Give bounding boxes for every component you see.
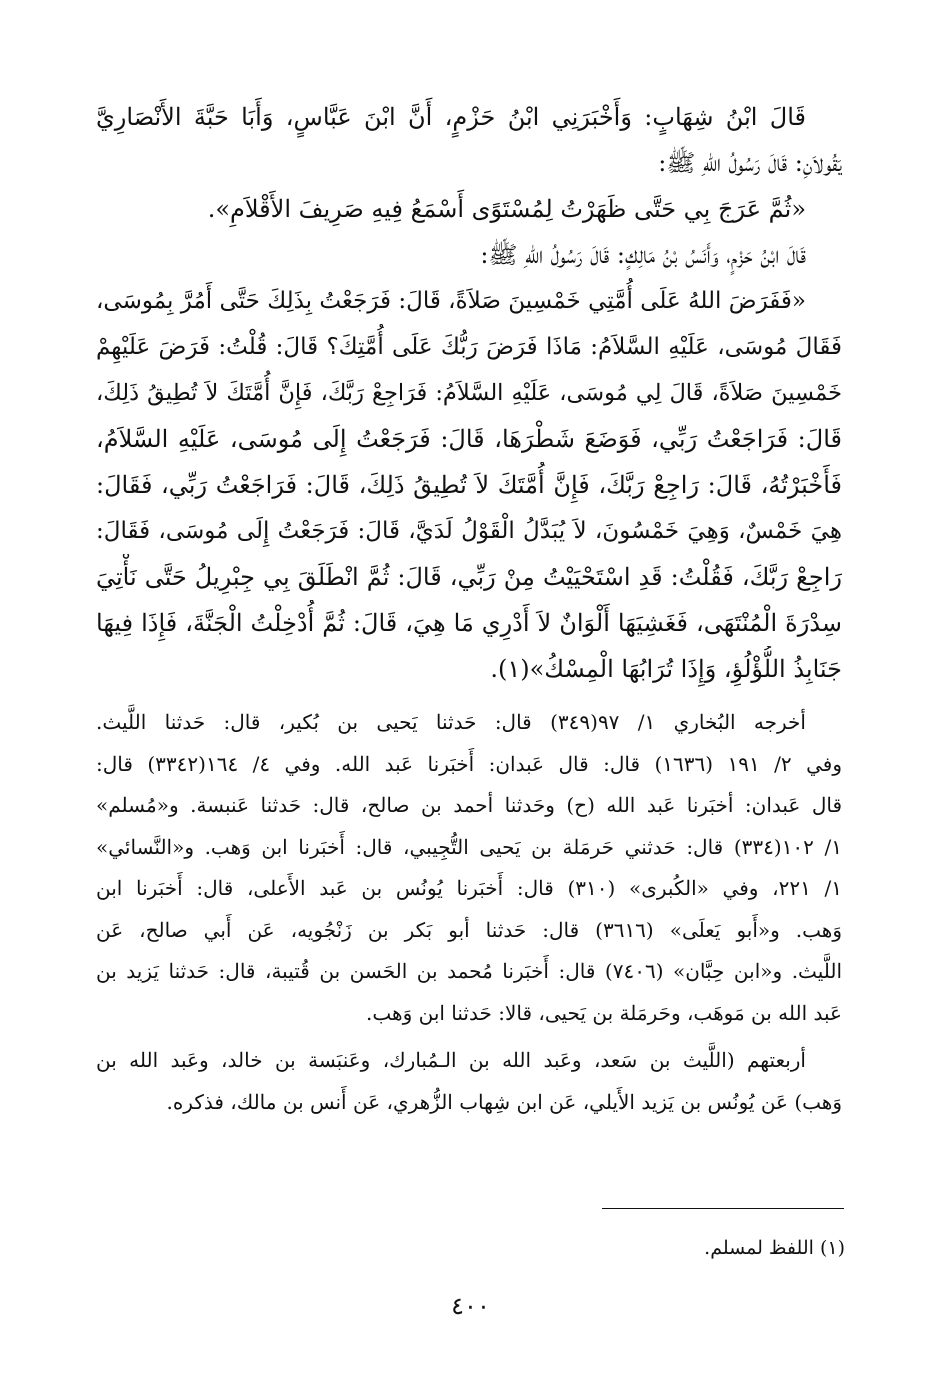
hadith-line: سِدْرَةَ الْمُنْتَهَى، فَغَشِيَهَا أَلْوَانٌ لاَ أَدْرِي مَا هِيَ، قَالَ: ثُمَّ أُدْخِلْتُ الْجَنَّةَ، فَإِذَا فِيهَا xyxy=(96,609,842,637)
takhrij-line: قال عَبدان: أخبَرنا عَبد الله (ح) وحَدثنا أحمد بن صالح، قال: حَدثنا عَنبسة. و«مُسلم» xyxy=(96,793,842,817)
takhrij-line: وَهب. و«أَبو يَعلَى» (٣٦١٦) قال: حَدثنا أبو بَكر بن زَنْجُويه، عَن أَبي صالح، عَن xyxy=(96,917,842,942)
takhrij-line: ١/ ٢٢١، وفي «الكُبرى» (٣١٠) قال: أَخبَرنا يُونُس بن عَبد الأَعلى، قال: أَخبَرنا ابن xyxy=(96,876,842,900)
takhrij-line: أخرجه البُخاري ١/ ٩٧(٣٤٩) قال: حَدثنا يَحيى بن بُكير، قال: حَدثنا اللَّيث. xyxy=(96,710,806,734)
takhrij-paragraph xyxy=(96,702,842,1034)
hadith-line: رَاجِعْ رَبَّكَ، فَقُلْتُ: قَدِ اسْتَحْيَيْتُ مِنْ رَبِّي، قَالَ: ثُمَّ انْطَلَقَ بِي جِبْرِيلُ حَتَّى نَأْتِيَ xyxy=(96,563,842,591)
takhrij-line: وفي ٢/ ١٩١ (١٦٣٦) قال: قال عَبدان: أَخبَرنا عَبد الله. وفي ٤/ ١٦٤(٣٣٤٢) قال: xyxy=(96,751,842,776)
hadith-line: فَقَالَ مُوسَى، عَلَيْهِ السَّلاَمُ: مَاذَا فَرَضَ رَبُّكَ عَلَى أُمَّتِكَ؟ قَالَ: قُلْتُ: فَرَضَ عَلَيْهِمْ xyxy=(96,334,842,360)
hadith-text xyxy=(96,94,842,692)
page-body xyxy=(96,94,842,1123)
hadith-line: «ثُمَّ عَرَجَ بِي حَتَّى ظَهَرْتُ لِمُسْتَوًى أَسْمَعُ فِيهِ صَرِيفَ الأَقْلاَمِ». xyxy=(207,195,806,223)
hadith-line: هِيَ خَمْسٌ، وَهِيَ خَمْسُونَ، لاَ يُبَدَّلُ الْقَوْلُ لَدَيَّ، قَالَ: فَرَجَعْتُ إِلَى مُوسَى، فَقَالَ: xyxy=(96,518,842,544)
hadith-line: «فَفَرَضَ اللهُ عَلَى أُمَّتِي خَمْسِينَ صَلاَةً، قَالَ: فَرَجَعْتُ بِذَلِكَ حَتَّى أَمُرَّ بِمُوسَى، xyxy=(96,288,806,314)
page-number: ٤٠٠ xyxy=(451,1292,490,1320)
takhrij-line: اللَّيث. و«ابن حِبَّان» (٧٤٠٦) قال: أَخبَرنا مُحمد بن الحَسن بن قُتيبة، قال: حَدثنا يَزيد بن xyxy=(96,959,842,983)
hadith-line: قَالَ ابْنُ حَزْمٍ، وَأَنَسُ بْنُ مَالِكٍ: قَالَ رَسُولُ اللهِ ﷺ: xyxy=(480,241,806,269)
summary-paragraph xyxy=(96,1040,842,1123)
hadith-line: جَنَابِذُ اللُّؤْلُؤِ، وَإِذَا تُرَابُهَا الْمِسْكُ»(١). xyxy=(490,655,842,683)
footnote-separator xyxy=(602,1208,844,1209)
takhrij-line: ١/ ١٠٢(٣٣٤) قال: حَدثني حَرمَلة بن يَحيى التُّجِيبي، قال: أَخبَرنا ابن وَهب. و«النَّسائي» xyxy=(96,834,842,859)
hadith-line: خَمْسِينَ صَلاَةً، قَالَ لِي مُوسَى، عَلَيْهِ السَّلاَمُ: فَرَاجِعْ رَبَّكَ، فَإِنَّ أُمَّتَكَ لاَ تُطِيقُ ذَلِكَ، xyxy=(96,380,842,406)
footnote: (١) اللفظ لمسلم. xyxy=(704,1237,845,1259)
summary-line: وَهب) عَن يُونُس بن يَزيد الأَيلي، عَن ابن شِهاب الزُّهري، عَن أَنس بن مالك، فذكره. xyxy=(166,1089,842,1114)
hadith-line: قَالَ ابْنُ شِهَابٍ: وَأَخْبَرَنِي ابْنُ حَزْمٍ، أَنَّ ابْنَ عَبَّاسٍ، وَأَبَا حَبَّةَ الأَنْصَارِيَّ xyxy=(96,103,806,131)
hadith-line: يَقُولاَنِ: قَالَ رَسُولُ اللهِ ﷺ: xyxy=(658,149,842,177)
takhrij-line: عَبد الله بن مَوهَب، وحَرمَلة بن يَحيى، قالا: حَدثنا ابن وَهب. xyxy=(366,1000,842,1025)
hadith-line: قَالَ: فَرَاجَعْتُ رَبِّي، فَوَضَعَ شَطْرَهَا، قَالَ: فَرَجَعْتُ إِلَى مُوسَى، عَلَيْهِ السَّلاَمُ، xyxy=(96,425,842,453)
summary-line: أربعتهم (اللَّيث بن سَعد، وعَبد الله بن الـمُبارك، وعَنبَسة بن خالد، وعَبد الله بن xyxy=(96,1048,806,1072)
hadith-line: فَأَخْبَرْتُهُ، قَالَ: رَاجِعْ رَبَّكَ، فَإِنَّ أُمَّتَكَ لاَ تُطِيقُ ذَلِكَ، قَالَ: فَرَاجَعْتُ رَبِّي، فَقَالَ: xyxy=(96,471,842,499)
